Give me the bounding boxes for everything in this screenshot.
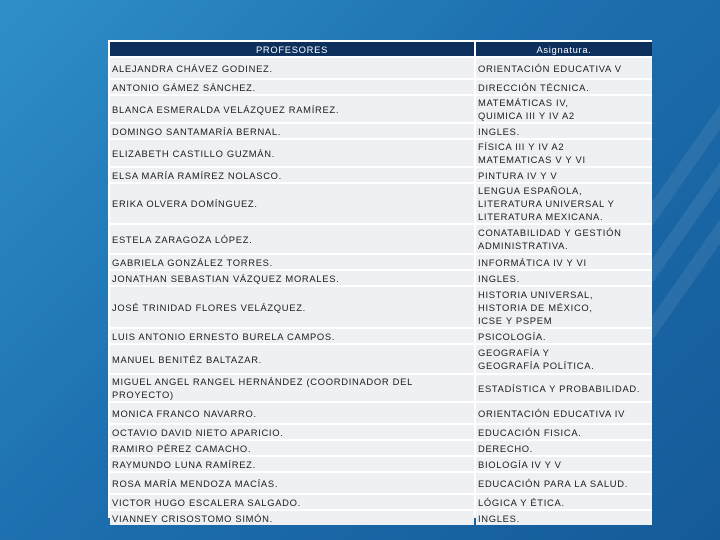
table-row [110,255,652,269]
subject-line: QUIMICA III Y IV A2 [478,110,575,121]
subject-cell [476,184,652,223]
subject-cell [476,473,652,493]
subject-cell [476,255,652,269]
subject-line: FÍSICA III Y IV A2 [478,141,565,152]
table-row [110,457,652,471]
professor-name: ROSA MARÍA MENDOZA MACÍAS. [110,473,474,493]
table-header-row [110,42,652,56]
professors-table [108,40,654,527]
professor-name: MONICA FRANCO NAVARRO. [110,403,474,423]
subject-line: GEOGRAFÍA Y [478,347,550,358]
subject-line: ORIENTACIÓN EDUCATIVA V [478,62,622,74]
subject-cell [476,80,652,94]
subject-line: ADMINISTRATIVA. [478,240,569,251]
professor-name: RAMIRO PÉREZ CAMACHO. [110,441,474,455]
professor-name: MANUEL BENITÉZ BALTAZAR. [110,345,474,373]
subject-cell [476,329,652,343]
subject-line: HISTORIA DE MÉXICO, [478,301,593,313]
table-row [110,140,652,166]
subject-cell [476,225,652,253]
professor-name: ELSA MARÍA RAMÍREZ NOLASCO. [110,168,474,182]
subject-line: EDUCACIÓN PARA LA SALUD. [478,477,628,489]
subject-line: PSICOLOGÍA. [478,330,547,342]
table-row [110,225,652,253]
header-asignatura: Asignatura. [476,42,652,56]
subject-cell [476,168,652,182]
subject-line: INGLES. [478,512,520,524]
subject-line: ICSE Y PSPEM [478,314,553,326]
table-row [110,271,652,285]
subject-line: INFORMÁTICA IV Y VI [478,256,587,268]
professor-name: RAYMUNDO LUNA RAMÍREZ. [110,457,474,471]
subject-line: MATEMÁTICAS IV, [478,97,569,108]
table-row [110,184,652,223]
subject-cell [476,287,652,327]
table-row [110,403,652,423]
subject-line: CONATABILIDAD Y GESTIÓN [478,227,622,238]
subject-cell [476,96,652,122]
professor-name: ELIZABETH CASTILLO GUZMÁN. [110,140,474,166]
professor-name: BLANCA ESMERALDA VELÁZQUEZ RAMÍREZ. [110,96,474,122]
table-row [110,441,652,455]
subject-line: MATEMATICAS V Y VI [478,154,586,165]
subject-line: ESTADÍSTICA Y PROBABILIDAD. [478,382,641,394]
subject-line: EDUCACIÓN FISICA. [478,426,582,438]
subject-cell [476,495,652,509]
subject-cell [476,425,652,439]
professor-name: OCTAVIO DAVID NIETO APARICIO. [110,425,474,439]
professor-name: DOMINGO SANTAMARÍA BERNAL. [110,124,474,138]
subject-line: PINTURA IV Y V [478,169,558,181]
subject-line: GEOGRAFÍA POLÍTICA. [478,360,595,371]
subject-cell [476,403,652,423]
professor-name: ESTELA ZARAGOZA LÓPEZ. [110,225,474,253]
table-row [110,287,652,327]
professor-name: ERIKA OLVERA DOMÍNGUEZ. [110,184,474,223]
table-row [110,96,652,122]
subject-line: BIOLOGÍA IV Y V [478,458,562,470]
professor-name: ALEJANDRA CHÁVEZ GODINEZ. [110,58,474,78]
header-profesores: PROFESORES [110,42,474,56]
table-row [110,329,652,343]
professor-name: JOSÉ TRINIDAD FLORES VELÁZQUEZ. [110,287,474,327]
subject-cell [476,271,652,285]
table-row [110,425,652,439]
professor-name: MIGUEL ANGEL RANGEL HERNÁNDEZ (COORDINADOR DEL PROYECTO) [110,375,474,401]
subject-cell [476,511,652,525]
subject-line: LITERATURA UNIVERSAL Y [478,198,615,209]
subject-line: LENGUA ESPAÑOLA, [478,185,583,196]
subject-cell [476,441,652,455]
table-row [110,80,652,94]
table-row [110,473,652,493]
subject-cell [476,58,652,78]
subject-line: ORIENTACIÓN EDUCATIVA IV [478,407,626,419]
table-row [110,345,652,373]
professor-name: JONATHAN SEBASTIAN VÁZQUEZ MORALES. [110,271,474,285]
professor-name: LUIS ANTONIO ERNESTO BURELA CAMPOS. [110,329,474,343]
professor-name: ANTONIO GÁMEZ SÁNCHEZ. [110,80,474,94]
subject-line: INGLES. [478,125,520,137]
subject-cell [476,457,652,471]
subject-line: DERECHO. [478,442,534,454]
professor-name: GABRIELA GONZÁLEZ TORRES. [110,255,474,269]
subject-cell [476,345,652,373]
subject-line: INGLES. [478,272,520,284]
table-row [110,375,652,401]
subject-line: DIRECCIÓN TÉCNICA. [478,81,590,93]
subject-cell [476,375,652,401]
professor-name: VICTOR HUGO ESCALERA SALGADO. [110,495,474,509]
table-row [110,58,652,78]
slide-table-area [108,40,652,524]
table-row [110,168,652,182]
professor-name: VIANNEY CRISOSTOMO SIMÓN. [110,511,474,525]
subject-cell [476,140,652,166]
subject-cell [476,124,652,138]
subject-line: HISTORIA UNIVERSAL, [478,288,594,300]
table-row [110,124,652,138]
subject-line: LÓGICA Y ÉTICA. [478,496,565,508]
subject-line: LITERATURA MEXICANA. [478,211,604,222]
table-row [110,511,652,525]
table-row [110,495,652,509]
